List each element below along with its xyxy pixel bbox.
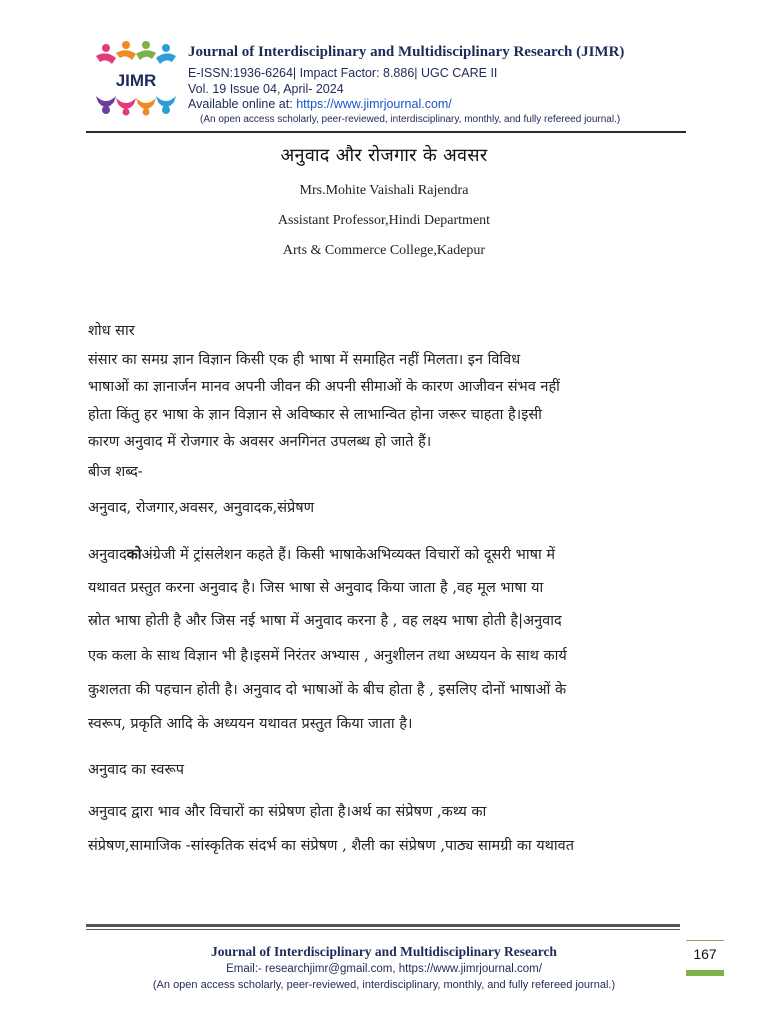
header-divider bbox=[86, 131, 686, 133]
paragraph-line: स्वरूप, प्रकृति आदि के अध्ययन यथावत प्रस्तुत किया जाता है। bbox=[88, 716, 413, 732]
para1-bold-word: को bbox=[126, 546, 142, 563]
header-access-note: (An open access scholarly, peer-reviewed, interdisciplinary, monthly, and fully refereed journal.) bbox=[200, 114, 621, 125]
paragraph-line: स्रोत भाषा होती है और जिस नई भाषा में अनुवाद करना है , वह लक्ष्य भाषा होती है|अनुवाद bbox=[88, 613, 562, 629]
abstract-line: भाषाओं का ज्ञानार्जन मानव अपनी जीवन की अपनी सीमाओं के कारण आजीवन संभव नहीं bbox=[88, 379, 560, 395]
journal-title: Journal of Interdisciplinary and Multidisciplinary Research (JIMR) bbox=[188, 44, 625, 60]
journal-url-link[interactable]: https://www.jimrjournal.com/ bbox=[296, 97, 452, 111]
abstract-line: होता किंतु हर भाषा के ज्ञान विज्ञान से अविष्कार से लाभान्वित होना जरूर चाहता है।इसी bbox=[88, 407, 542, 423]
author-name: Mrs.Mohite Vaishali Rajendra bbox=[299, 183, 469, 198]
para1-lead: अनुवाद bbox=[88, 547, 127, 563]
footer-contact: Email:- researchjimr@gmail.com, https://www.jimrjournal.com/ bbox=[226, 963, 542, 975]
paragraph-line: यथावत प्रस्तुत करना अनुवाद है। जिस भाषा से अनुवाद किया जाता है ,वह मूल भाषा या bbox=[88, 580, 544, 596]
article-title: अनुवाद और रोजगार के अवसर bbox=[280, 145, 488, 166]
author-institution: Arts & Commerce College,Kadepur bbox=[282, 243, 486, 258]
paragraph-line: संप्रेषण,सामाजिक -सांस्कृतिक संदर्भ का संप्रेषण , शैली का संप्रेषण ,पाठ्य सामग्री का यथावत bbox=[88, 838, 575, 854]
issn-line: E-ISSN:1936-6264| Impact Factor: 8.886| UGC CARE II bbox=[188, 66, 498, 80]
footer-divider-thin bbox=[86, 929, 680, 930]
available-online-label: Available online at: bbox=[188, 97, 297, 111]
journal-logo bbox=[92, 40, 180, 116]
page-number-bar bbox=[686, 970, 724, 976]
svg-text:JIMR: JIMR bbox=[115, 71, 157, 90]
paragraph-line bbox=[88, 544, 688, 564]
footer-divider bbox=[86, 924, 680, 927]
footer-access-note: (An open access scholarly, peer-reviewed, interdisciplinary, monthly, and fully refereed journal.) bbox=[152, 979, 616, 991]
keywords-list: अनुवाद, रोजगार,अवसर, अनुवादक,संप्रेषण bbox=[88, 500, 315, 516]
keywords-heading: बीज शब्द- bbox=[88, 464, 143, 480]
abstract-heading: शोध सार bbox=[88, 323, 135, 339]
abstract-line: संसार का समग्र ज्ञान विज्ञान किसी एक ही भाषा में समाहित नहीं मिलता। इन विविध bbox=[88, 352, 521, 368]
para1-rest: अंग्रेजी में ट्रांसलेशन कहते हैं। किसी भाषाकेअभिव्यक्त विचारों को दूसरी भाषा में bbox=[141, 547, 556, 563]
page-number: 167 bbox=[693, 946, 717, 962]
issue-line: Vol. 19 Issue 04, April- 2024 bbox=[188, 82, 344, 96]
author-designation: Assistant Professor,Hindi Department bbox=[277, 213, 491, 228]
available-online-line bbox=[188, 97, 452, 111]
paragraph-line: एक कला के साथ विज्ञान भी है।इसमें निरंतर अभ्यास , अनुशीलन तथा अध्ययन के साथ कार्य bbox=[88, 648, 567, 664]
paragraph-line: अनुवाद द्वारा भाव और विचारों का संप्रेषण होता है।अर्थ का संप्रेषण ,कथ्य का bbox=[88, 804, 487, 820]
paragraph-line: कुशलता की पहचान होती है। अनुवाद दो भाषाओं के बीच होता है , इसलिए दोनों भाषाओं के bbox=[88, 682, 567, 698]
abstract-line: कारण अनुवाद में रोजगार के अवसर अनगिनत उपलब्ध हो जाते हैं। bbox=[88, 434, 432, 450]
page-number-topbar bbox=[686, 940, 724, 941]
page-number-box bbox=[686, 940, 724, 976]
footer-journal-name: Journal of Interdisciplinary and Multidisciplinary Research bbox=[211, 944, 557, 959]
jimr-logo-icon bbox=[92, 40, 180, 116]
section-heading: अनुवाद का स्वरूप bbox=[88, 762, 184, 778]
